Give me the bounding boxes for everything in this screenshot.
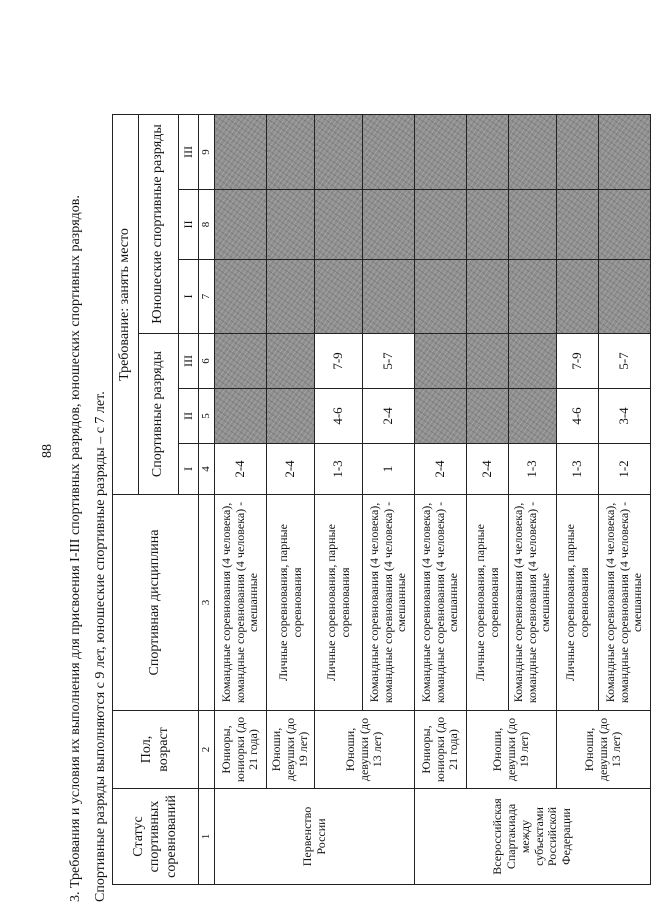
shaded-cell bbox=[415, 334, 467, 389]
rank-I-cell: 1-2 bbox=[599, 444, 651, 495]
discipline-cell: Личные соревнования, парные соревнования bbox=[267, 495, 315, 711]
rank-III-cell: 5-7 bbox=[599, 334, 651, 389]
shaded-cell bbox=[509, 115, 557, 190]
sport-ranks-table bbox=[112, 114, 651, 885]
column-number: 2 bbox=[199, 711, 215, 789]
shaded-cell bbox=[509, 260, 557, 334]
shaded-cell bbox=[415, 260, 467, 334]
header-sport-ranks: Спортивные разряды bbox=[139, 334, 179, 495]
age-cell: Юноши, девушки (до 13 лет) bbox=[315, 711, 415, 789]
rank-I-cell: 1-3 bbox=[315, 444, 363, 495]
shaded-cell bbox=[215, 115, 267, 190]
shaded-cell bbox=[215, 389, 267, 444]
shaded-cell bbox=[415, 190, 467, 260]
discipline-cell: Личные соревнования, парные соревнования bbox=[315, 495, 363, 711]
shaded-cell bbox=[599, 190, 651, 260]
header-requirement: Требование: занять место bbox=[113, 115, 139, 495]
status-cell: Всероссийская Спартакиада между субъектами Российской Федерации bbox=[415, 789, 651, 885]
column-number: 9 bbox=[199, 115, 215, 190]
shaded-cell bbox=[467, 334, 509, 389]
age-cell: Юноши, девушки (до 19 лет) bbox=[267, 711, 315, 789]
shaded-cell bbox=[557, 260, 599, 334]
rank-I-cell: 1 bbox=[363, 444, 415, 495]
age-cell: Юноши, девушки (до 13 лет) bbox=[557, 711, 651, 789]
column-number: 3 bbox=[199, 495, 215, 711]
status-cell: Первенство России bbox=[215, 789, 415, 885]
rank-III-cell: 7-9 bbox=[315, 334, 363, 389]
rank-III-cell: 7-9 bbox=[557, 334, 599, 389]
shaded-cell bbox=[315, 260, 363, 334]
shaded-cell bbox=[363, 115, 415, 190]
table-row bbox=[557, 115, 599, 885]
age-cell: Юниоры, юниорки (до 21 года) bbox=[215, 711, 267, 789]
shaded-cell bbox=[509, 389, 557, 444]
rank-II-cell: 3-4 bbox=[599, 389, 651, 444]
rank-I-cell: 2-4 bbox=[215, 444, 267, 495]
shaded-cell bbox=[267, 260, 315, 334]
header-youth-III: III bbox=[179, 115, 199, 190]
shaded-cell bbox=[557, 190, 599, 260]
rank-I-cell: 2-4 bbox=[267, 444, 315, 495]
age-cell: Юноши, девушки (до 19 лет) bbox=[467, 711, 557, 789]
rank-I-cell: 2-4 bbox=[415, 444, 467, 495]
header-youth-I: I bbox=[179, 260, 199, 334]
page-number: 88 bbox=[40, 444, 55, 458]
shaded-cell bbox=[315, 115, 363, 190]
table-subcaption: Спортивные разряды выполняются с 9 лет, юношеские спортивные разряды – с 7 лет. bbox=[93, 391, 108, 902]
shaded-cell bbox=[363, 260, 415, 334]
discipline-cell: Командные соревнования (4 человека), командные соревнования (4 человека) - смешанные bbox=[509, 495, 557, 711]
discipline-cell: Личные соревнования, парные соревнования bbox=[467, 495, 509, 711]
shaded-cell bbox=[467, 389, 509, 444]
header-rank-III: III bbox=[179, 334, 199, 389]
shaded-cell bbox=[215, 334, 267, 389]
shaded-cell bbox=[557, 115, 599, 190]
shaded-cell bbox=[267, 115, 315, 190]
shaded-cell bbox=[467, 190, 509, 260]
shaded-cell bbox=[315, 190, 363, 260]
rank-I-cell: 1-3 bbox=[557, 444, 599, 495]
shaded-cell bbox=[509, 190, 557, 260]
shaded-cell bbox=[599, 115, 651, 190]
discipline-cell: Командные соревнования (4 человека), командные соревнования (4 человека) - смешанные bbox=[215, 495, 267, 711]
rank-I-cell: 1-3 bbox=[509, 444, 557, 495]
header-gender-age: Пол, возраст bbox=[113, 711, 199, 789]
table-row bbox=[315, 115, 363, 885]
header-rank-II: II bbox=[179, 389, 199, 444]
discipline-cell: Личные соревнования, парные соревнования bbox=[557, 495, 599, 711]
shaded-cell bbox=[215, 190, 267, 260]
column-number: 7 bbox=[199, 260, 215, 334]
shaded-cell bbox=[509, 334, 557, 389]
discipline-cell: Командные соревнования (4 человека), командные соревнования (4 человека) - смешанные bbox=[415, 495, 467, 711]
shaded-cell bbox=[415, 115, 467, 190]
column-number: 8 bbox=[199, 190, 215, 260]
discipline-cell: Командные соревнования (4 человека), командные соревнования (4 человека) - смешанные bbox=[599, 495, 651, 711]
age-cell: Юниоры, юниорки (до 21 года) bbox=[415, 711, 467, 789]
header-discipline: Спортивная дисциплина bbox=[113, 495, 199, 711]
header-youth-II: II bbox=[179, 190, 199, 260]
shaded-cell bbox=[215, 260, 267, 334]
rank-II-cell: 4-6 bbox=[315, 389, 363, 444]
discipline-cell: Командные соревнования (4 человека), командные соревнования (4 человека) - смешанные bbox=[363, 495, 415, 711]
shaded-cell bbox=[415, 389, 467, 444]
table-row bbox=[267, 115, 315, 885]
column-number: 5 bbox=[199, 389, 215, 444]
shaded-cell bbox=[599, 260, 651, 334]
table-row bbox=[467, 115, 509, 885]
shaded-cell bbox=[363, 190, 415, 260]
column-number: 1 bbox=[199, 789, 215, 885]
column-number: 6 bbox=[199, 334, 215, 389]
rank-III-cell: 5-7 bbox=[363, 334, 415, 389]
shaded-cell bbox=[267, 190, 315, 260]
column-number: 4 bbox=[199, 444, 215, 495]
table-row bbox=[215, 115, 267, 885]
shaded-cell bbox=[467, 115, 509, 190]
header-youth-ranks: Юношеские спортивные разряды bbox=[139, 115, 179, 334]
table-caption: 3. Требования и условия их выполнения для присвоения I-III спортивных разрядов, юношеских спортивных разрядов. bbox=[68, 195, 83, 902]
rank-I-cell: 2-4 bbox=[467, 444, 509, 495]
header-rank-I: I bbox=[179, 444, 199, 495]
shaded-cell bbox=[467, 260, 509, 334]
header-status: Статус спортивных соревнований bbox=[113, 789, 199, 885]
rotated-table-container bbox=[112, 115, 645, 885]
rank-II-cell: 4-6 bbox=[557, 389, 599, 444]
shaded-cell bbox=[267, 389, 315, 444]
shaded-cell bbox=[267, 334, 315, 389]
table-row bbox=[415, 115, 467, 885]
rank-II-cell: 2-4 bbox=[363, 389, 415, 444]
